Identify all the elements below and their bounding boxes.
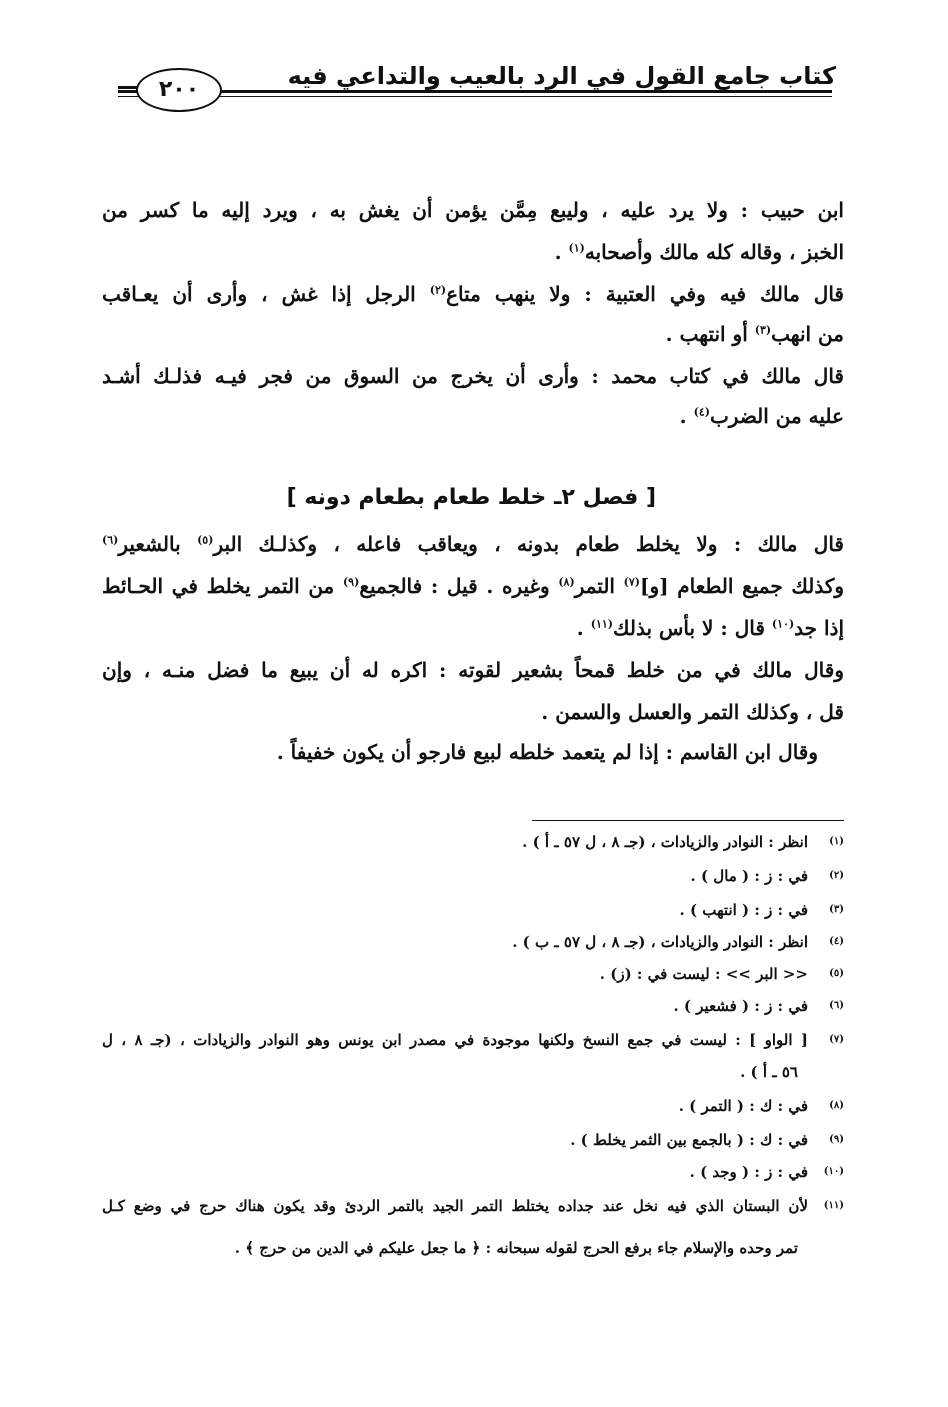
footnote-ref[interactable]: (١٠) (771, 617, 795, 631)
footnote-ref[interactable]: (٧) (623, 575, 640, 589)
header-rule-thin (118, 96, 832, 97)
footnote-ref[interactable]: (١١) (590, 617, 613, 631)
footnote: (٥)<< البر >> : ليست في : (ز) . (599, 965, 844, 983)
footnote-ref[interactable]: (٨) (558, 575, 575, 589)
footnote: (٨)في : ك : ( التمر ) . (678, 1097, 844, 1115)
section-heading: [ فصل ٢ـ خلط طعام بطعام دونه ] (286, 485, 656, 510)
footnote: (٤)انظر : النوادر والزيادات ، (جـ ٨ ، ل ٥٧ ـ ب ) . (512, 933, 844, 951)
footnote: (٧)[ الواو ] : ليست في جمع النسخ ولكنها موجودة في مصدر ابن يونس وهو النوادر والزيادات ، (جـ ٨ ، ل (102, 1031, 844, 1049)
footnote-ref[interactable]: (٦) (102, 533, 119, 547)
text-line: وقال ابن القاسم : إذا لم يتعمد خلطه لبيع فارجو أن يكون خفيفاً . (276, 740, 818, 764)
text-line: وقال مالك في من خلط قمحاً بشعير لقوته : اكره له أن يبيع ما فضل منـه ، وإن (102, 658, 844, 682)
footnote-separator (532, 820, 844, 821)
running-header-title: كتاب جامع القول في الرد بالعيب والتداعي فيه (287, 62, 836, 90)
footnote-ref[interactable]: (٥) (197, 533, 214, 547)
footnote: (٩)في : ك : ( بالجمع بين الثمر يخلط ) . (570, 1131, 844, 1149)
footnote-ref[interactable]: (٤) (693, 405, 710, 419)
footnote-continuation: ٥٦ ـ أ ) . (740, 1063, 798, 1081)
footnote: (١٠)في : ز : ( وجد ) . (689, 1163, 844, 1181)
text-line: الخبز ، وقاله كله مالك وأصحابه$^{(١)}$ . (554, 240, 844, 264)
footnote: (١)انظر : النوادر والزيادات ، (جـ ٨ ، ل ٥٧ ـ أ ) . (522, 833, 844, 851)
footnote-ref[interactable]: (٩) (342, 575, 360, 589)
footnote-ref[interactable]: (٣) (754, 323, 772, 337)
footnote: (٣)في : ز : ( انتهب ) . (679, 901, 844, 919)
header-rule (118, 90, 832, 93)
footnote-ref[interactable]: (٢) (429, 283, 447, 297)
page-number: ٢٠٠ (136, 68, 222, 112)
footnote: (٦)في : ز : ( فشعير ) . (673, 997, 844, 1015)
footnote-continuation: تمر وحده والإسلام جاء برفع الحرج لقوله سبحانه : ﴿ ما جعل عليكم في الدين من حرج ﴾ . (234, 1239, 798, 1257)
footnote: (٢)في : ز : ( مال ) . (690, 867, 844, 885)
footnote-ref[interactable]: (١) (568, 241, 585, 255)
text-line: ابن حبيب : ولا يرد عليه ، وليبع مِمَّن يؤمن أن يغش به ، ويرد إليه ما كسر من (102, 198, 844, 222)
text-line: عليه من الضرب$^{(٤)}$ . (679, 404, 844, 428)
text-line: قل ، وكذلك التمر والعسل والسمن . (541, 700, 844, 724)
text-line: قال مالك : ولا يخلط طعام بدونه ، ويعاقب فاعله ، وكذلـك البر$^{(٥)}$ بالشعير$^{(٦)}$ (102, 532, 844, 556)
text-line: قال مالك في كتاب محمد : وأرى أن يخرج من السوق من فجر فيـه فذلـك أشـد (102, 364, 844, 388)
text-line: وكذلك جميع الطعام [و]$^{(٧)}$ التمر$^{(٨)}$ وغيره . قيل : فالجميع$^{(٩)}$ من التمر يخلط في الحـائط (102, 574, 845, 598)
footnote: (١١)لأن البستان الذي فيه نخل عند جداده يختلط التمر الجيد بالتمر الردئ وقد يكون هناك حرج في وضع كـل (102, 1197, 844, 1215)
text-line: إذا جد$^{(١٠)}$ قال : لا بأس بذلك$^{(١١)}$ . (576, 616, 844, 640)
text-line: قال مالك فيه وفي العتبية : ولا ينهب متاع$^{(٢)}$ الرجل إذا غش ، وأرى أن يعـاقب (102, 282, 844, 306)
text-line: من انهب$^{(٣)}$ أو انتهب . (665, 322, 844, 346)
